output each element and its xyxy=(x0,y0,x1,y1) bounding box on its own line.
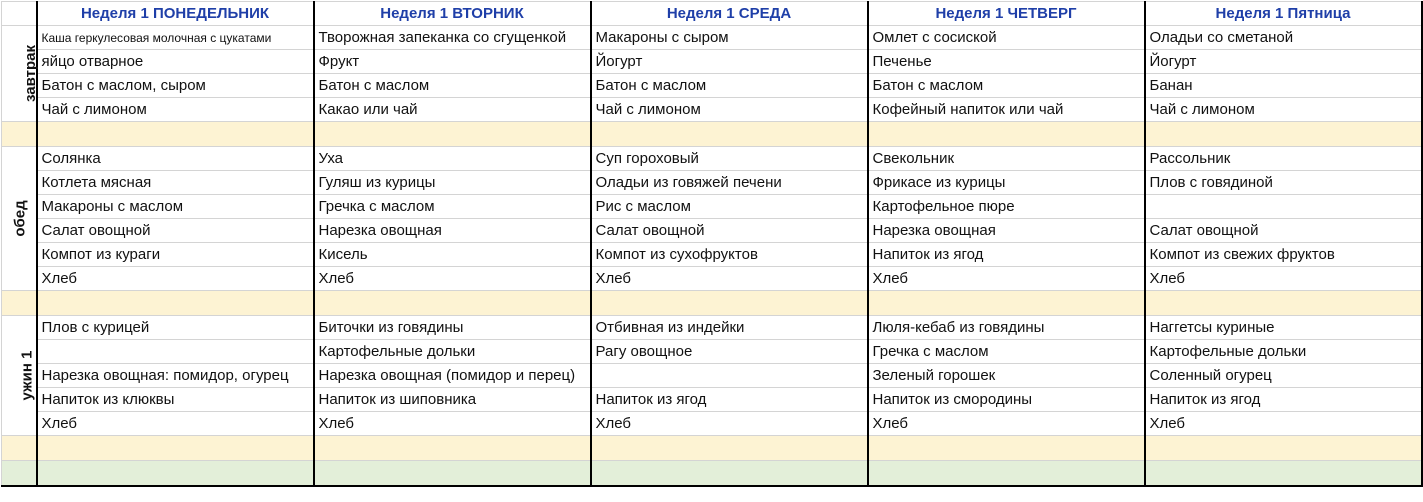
dish-cell[interactable]: Батон с маслом xyxy=(591,74,868,98)
dish-cell[interactable]: Батон с маслом xyxy=(868,74,1145,98)
dish-cell[interactable]: Рассольник xyxy=(1145,147,1422,171)
meal-label[interactable] xyxy=(2,316,37,436)
dish-cell[interactable]: Оладьи из говяжей печени xyxy=(591,171,868,195)
menu-row xyxy=(2,267,1422,291)
dish-cell[interactable]: Напиток из ягод xyxy=(868,243,1145,267)
separator-cell[interactable] xyxy=(37,436,314,461)
header-row xyxy=(2,2,1422,26)
day-header[interactable]: Неделя 1 ЧЕТВЕРГ xyxy=(868,2,1145,26)
separator-cell[interactable] xyxy=(2,461,37,486)
menu-row xyxy=(2,364,1422,388)
separator-cell[interactable] xyxy=(591,291,868,316)
meal-label-text: завтрак xyxy=(21,45,39,102)
corner-cell[interactable] xyxy=(2,2,37,26)
dish-cell[interactable]: Йогурт xyxy=(591,50,868,74)
dish-cell[interactable]: Хлеб xyxy=(591,267,868,291)
menu-row xyxy=(2,219,1422,243)
separator-cell[interactable] xyxy=(1145,436,1422,461)
dish-cell[interactable]: Макароны с маслом xyxy=(37,195,314,219)
dish-cell[interactable]: Напиток из шиповника xyxy=(314,388,591,412)
dish-cell[interactable]: яйцо отварное xyxy=(37,50,314,74)
dish-cell[interactable]: Батон с маслом, сыром xyxy=(37,74,314,98)
dish-cell[interactable]: Кисель xyxy=(314,243,591,267)
menu-row xyxy=(2,74,1422,98)
dish-cell[interactable]: Компот из сухофруктов xyxy=(591,243,868,267)
separator-cell[interactable] xyxy=(591,461,868,486)
separator-row xyxy=(2,291,1422,316)
dish-cell[interactable]: Свекольник xyxy=(868,147,1145,171)
dish-cell[interactable]: Гуляш из курицы xyxy=(314,171,591,195)
day-header[interactable]: Неделя 1 Пятница xyxy=(1145,2,1422,26)
dish-cell[interactable]: Гречка с маслом xyxy=(314,195,591,219)
dish-cell[interactable]: Хлеб xyxy=(868,267,1145,291)
dish-cell[interactable]: Плов с говядиной xyxy=(1145,171,1422,195)
dish-cell[interactable]: Хлеб xyxy=(868,412,1145,436)
dish-cell[interactable]: Напиток из ягод xyxy=(1145,388,1422,412)
dish-cell[interactable]: Нарезка овощная (помидор и перец) xyxy=(314,364,591,388)
dish-cell[interactable]: Хлеб xyxy=(37,412,314,436)
dish-cell[interactable]: Салат овощной xyxy=(591,219,868,243)
dish-cell[interactable]: Наггетсы куриные xyxy=(1145,316,1422,340)
dish-cell[interactable]: Чай с лимоном xyxy=(591,98,868,122)
menu-row xyxy=(2,171,1422,195)
dish-cell[interactable]: Хлеб xyxy=(1145,267,1422,291)
separator-cell[interactable] xyxy=(314,436,591,461)
dish-cell[interactable]: Отбивная из индейки xyxy=(591,316,868,340)
dish-cell[interactable]: Нарезка овощная: помидор, огурец xyxy=(37,364,314,388)
separator-cell[interactable] xyxy=(1145,291,1422,316)
dish-cell[interactable]: Кофейный напиток или чай xyxy=(868,98,1145,122)
menu-row xyxy=(2,340,1422,364)
separator-cell[interactable] xyxy=(2,291,37,316)
dish-cell[interactable]: Салат овощной xyxy=(37,219,314,243)
dish-cell[interactable]: Йогурт xyxy=(1145,50,1422,74)
separator-cell[interactable] xyxy=(1145,122,1422,147)
separator-cell[interactable] xyxy=(37,461,314,486)
menu-row xyxy=(2,26,1422,50)
separator-cell[interactable] xyxy=(868,461,1145,486)
separator-cell[interactable] xyxy=(37,122,314,147)
weekly-menu-table xyxy=(1,1,1423,487)
dish-cell[interactable]: Напиток из смородины xyxy=(868,388,1145,412)
dish-cell[interactable]: Макароны с сыром xyxy=(591,26,868,50)
dish-cell[interactable]: Котлета мясная xyxy=(37,171,314,195)
dish-cell[interactable]: Картофельные дольки xyxy=(314,340,591,364)
dish-cell[interactable]: Хлеб xyxy=(314,412,591,436)
dish-cell[interactable]: Рагу овощное xyxy=(591,340,868,364)
meal-label-text: ужин 1 xyxy=(18,350,36,401)
separator-cell[interactable] xyxy=(37,291,314,316)
dish-cell[interactable]: Чай с лимоном xyxy=(37,98,314,122)
menu-row xyxy=(2,147,1422,171)
menu-row xyxy=(2,412,1422,436)
dish-cell[interactable]: Компот из кураги xyxy=(37,243,314,267)
dish-cell[interactable]: Печенье xyxy=(868,50,1145,74)
dish-cell[interactable]: Фрикасе из курицы xyxy=(868,171,1145,195)
dish-cell[interactable] xyxy=(37,340,314,364)
dish-cell[interactable]: Оладьи со сметаной xyxy=(1145,26,1422,50)
menu-row xyxy=(2,195,1422,219)
separator-row xyxy=(2,436,1422,461)
dish-cell[interactable]: Суп гороховый xyxy=(591,147,868,171)
dish-cell[interactable]: Компот из свежих фруктов xyxy=(1145,243,1422,267)
dish-cell[interactable]: Люля-кебаб из говядины xyxy=(868,316,1145,340)
separator-cell[interactable] xyxy=(591,436,868,461)
dish-cell[interactable]: Хлеб xyxy=(37,267,314,291)
separator-cell[interactable] xyxy=(2,436,37,461)
dish-cell[interactable]: Солянка xyxy=(37,147,314,171)
dish-cell[interactable]: Гречка с маслом xyxy=(868,340,1145,364)
dish-cell[interactable]: Нарезка овощная xyxy=(314,219,591,243)
day-header[interactable]: Неделя 1 ВТОРНИК xyxy=(314,2,591,26)
meal-label-text: обед xyxy=(11,200,29,237)
dish-cell[interactable]: Какао или чай xyxy=(314,98,591,122)
meal-label[interactable] xyxy=(2,147,37,291)
dish-cell[interactable]: Напиток из ягод xyxy=(591,388,868,412)
separator-cell[interactable] xyxy=(868,291,1145,316)
dish-cell[interactable]: Чай с лимоном xyxy=(1145,98,1422,122)
menu-row xyxy=(2,316,1422,340)
dish-cell[interactable]: Творожная запеканка со сгущенкой xyxy=(314,26,591,50)
separator-cell[interactable] xyxy=(868,122,1145,147)
separator-cell[interactable] xyxy=(314,291,591,316)
dish-cell[interactable]: Салат овощной xyxy=(1145,219,1422,243)
dish-cell[interactable] xyxy=(1145,195,1422,219)
dish-cell[interactable]: Плов с курицей xyxy=(37,316,314,340)
day-header[interactable]: Неделя 1 СРЕДА xyxy=(591,2,868,26)
menu-row xyxy=(2,388,1422,412)
menu-row xyxy=(2,50,1422,74)
dish-cell[interactable]: Банан xyxy=(1145,74,1422,98)
dish-cell[interactable]: Рис с маслом xyxy=(591,195,868,219)
meal-label[interactable] xyxy=(2,26,37,122)
dish-cell[interactable]: Картофельное пюре xyxy=(868,195,1145,219)
separator-row xyxy=(2,461,1422,486)
dish-cell[interactable]: Батон с маслом xyxy=(314,74,591,98)
separator-cell[interactable] xyxy=(868,436,1145,461)
dish-cell[interactable]: Каша геркулесовая молочная с цукатами xyxy=(37,26,314,50)
dish-cell[interactable]: Уха xyxy=(314,147,591,171)
dish-cell[interactable]: Зеленый горошек xyxy=(868,364,1145,388)
dish-cell[interactable]: Нарезка овощная xyxy=(868,219,1145,243)
dish-cell[interactable]: Напиток из клюквы xyxy=(37,388,314,412)
separator-cell[interactable] xyxy=(314,461,591,486)
dish-cell[interactable]: Биточки из говядины xyxy=(314,316,591,340)
dish-cell[interactable]: Хлеб xyxy=(1145,412,1422,436)
dish-cell[interactable]: Соленный огурец xyxy=(1145,364,1422,388)
separator-row xyxy=(2,122,1422,147)
separator-cell[interactable] xyxy=(2,122,37,147)
separator-cell[interactable] xyxy=(314,122,591,147)
separator-cell[interactable] xyxy=(591,122,868,147)
dish-cell[interactable]: Омлет с сосиской xyxy=(868,26,1145,50)
menu-row xyxy=(2,243,1422,267)
menu-row xyxy=(2,98,1422,122)
separator-cell[interactable] xyxy=(1145,461,1422,486)
dish-cell[interactable] xyxy=(591,364,868,388)
dish-cell[interactable]: Картофельные дольки xyxy=(1145,340,1422,364)
dish-cell[interactable]: Хлеб xyxy=(314,267,591,291)
dish-cell[interactable]: Фрукт xyxy=(314,50,591,74)
dish-cell[interactable]: Хлеб xyxy=(591,412,868,436)
day-header[interactable]: Неделя 1 ПОНЕДЕЛЬНИК xyxy=(37,2,314,26)
